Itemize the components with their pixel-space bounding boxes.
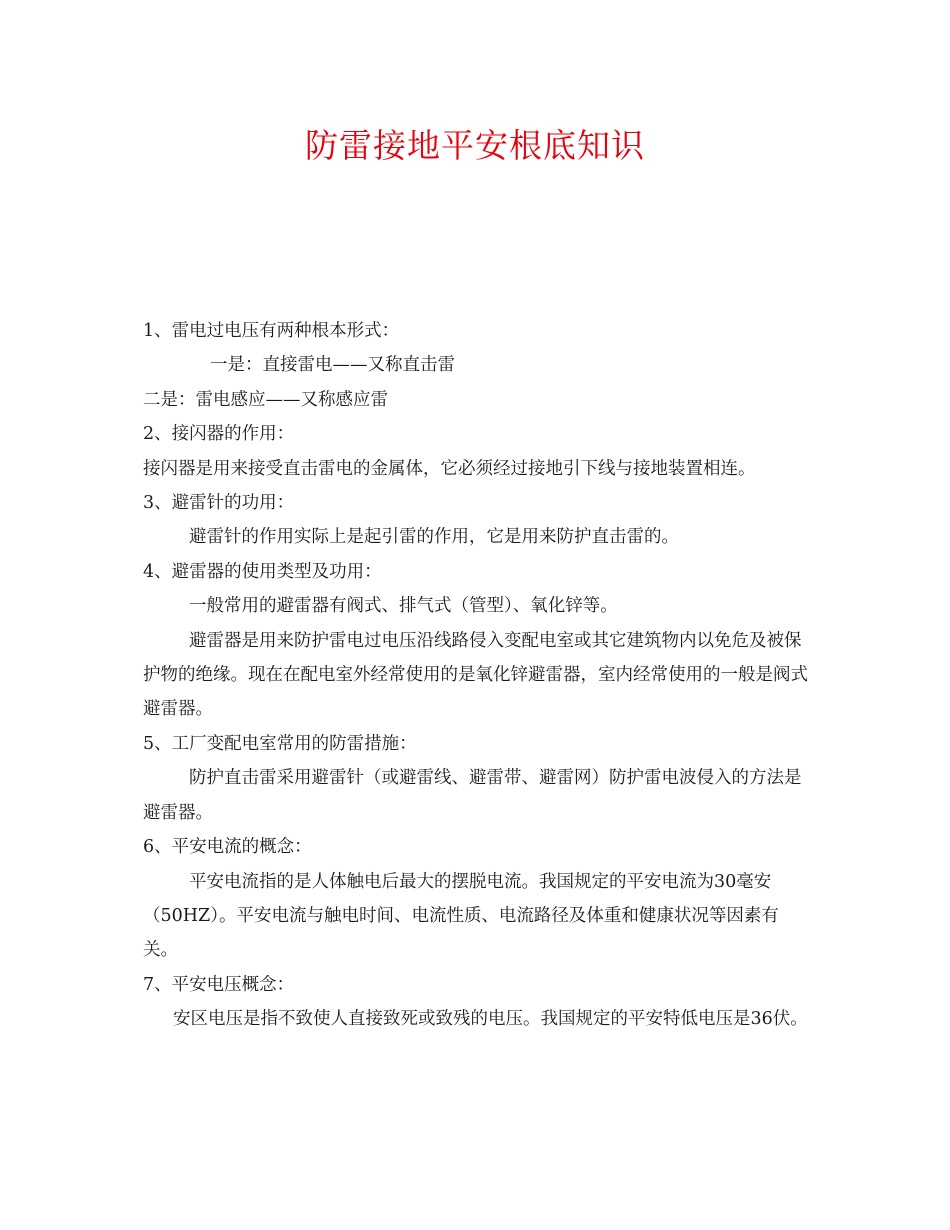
paragraph-arrester-types: 一般常用的避雷器有阀式、排气式（管型）、氧化锌等。 <box>189 596 618 617</box>
section-heading-4: 4、避雷器的使用类型及功用： <box>143 561 382 582</box>
paragraph-lightning-rod: 避雷针的作用实际上是起引雷的作用，它是用来防护直击雷的。 <box>189 527 679 548</box>
section-heading-2: 2、接闪器的作用： <box>143 424 295 445</box>
section-heading-6: 6、平安电流的概念： <box>143 837 312 858</box>
section-heading-5: 5、工厂变配电室常用的防雷措施： <box>143 733 417 754</box>
paragraph-arrester-function: 避雷器是用来防护雷电过电压沿线路侵入变配电室或其它建筑物内以免危及被保护物的绝缘。现在在配电室外经常使用的是氧化锌避雷器，室内经常使用的一般是阀式避雷器。 <box>143 630 808 720</box>
paragraph-induced-lightning: 二是：雷电感应——又称感应雷 <box>143 389 388 410</box>
paragraph-protection-measures: 防护直击雷采用避雷针（或避雷线、避雷带、避雷网）防护雷电波侵入的方法是避雷器。 <box>143 768 802 823</box>
paragraph-air-terminal: 接闪器是用来接受直击雷电的金属体，它必须经过接地引下线与接地装置相连。 <box>143 458 756 479</box>
document-body <box>143 314 811 1037</box>
section-heading-1: 1、雷电过电压有两种根本形式： <box>143 321 400 341</box>
section-heading-3: 3、避雷针的功用： <box>143 493 295 514</box>
section-heading-7: 7、平安电压概念： <box>143 974 295 995</box>
paragraph-safe-voltage: 安区电压是指不致使人直接致死或致残的电压。我国规定的平安特低电压是36伏。 <box>173 1009 808 1030</box>
paragraph-direct-lightning: 一是：直接雷电——又称直击雷 <box>210 355 455 376</box>
paragraph-safe-current: 平安电流指的是人体触电后最大的摆脱电流。我国规定的平安电流为30毫安（50HZ）。平安电流与触电时间、电流性质、电流路径及体重和健康状况等因素有关。 <box>143 871 779 961</box>
document-title: 防雷接地平安根底知识 <box>305 126 645 165</box>
